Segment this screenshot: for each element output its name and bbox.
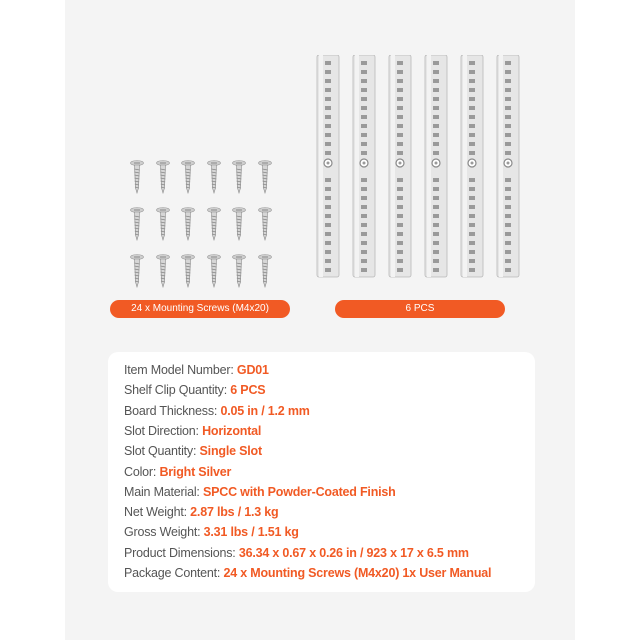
spec-value: 6 PCS [230, 383, 266, 398]
screw-icon [130, 254, 144, 288]
screw-icon [258, 254, 272, 288]
screw-icon [181, 207, 195, 241]
screw-icon [232, 207, 246, 241]
screw-icon [130, 207, 144, 241]
specifications-card [108, 352, 535, 592]
spec-value: Horizontal [202, 423, 262, 438]
spec-label: Item Model Number: [124, 363, 234, 377]
shelf-strip-icon [460, 55, 486, 280]
spec-row [124, 401, 310, 421]
screw-icon [156, 254, 170, 288]
spec-value: GD01 [236, 363, 269, 377]
strips-badge: 6 PCS [335, 300, 505, 318]
screw-icon [207, 254, 221, 288]
screw-icon [258, 160, 272, 194]
spec-row [124, 462, 231, 482]
shelf-strip-icon [496, 55, 522, 280]
spec-label: Shelf Clip Quantity: [124, 383, 227, 398]
spec-row [124, 563, 491, 583]
spec-row [124, 380, 265, 400]
spec-label: Board Thickness: [124, 403, 218, 418]
spec-value: Bright Silver [159, 464, 232, 479]
screw-icon [232, 254, 246, 288]
spec-row [124, 543, 469, 563]
spec-row [124, 502, 279, 522]
screw-icon [232, 160, 246, 194]
spec-row [124, 441, 262, 461]
screw-icon [156, 207, 170, 241]
spec-label: Package Content: [124, 566, 221, 580]
spec-value: 0.05 in / 1.2 mm [220, 403, 310, 418]
spec-value: 3.31 lbs / 1.51 kg [203, 525, 299, 540]
screws-badge: 24 x Mounting Screws (M4x20) [110, 300, 290, 318]
spec-label: Product Dimensions: [124, 545, 236, 560]
spec-row [124, 360, 269, 380]
screw-icon [181, 254, 195, 288]
spec-label: Color: [124, 464, 157, 479]
shelf-strip-icon [316, 55, 342, 280]
spec-value: 36.34 x 0.67 x 0.26 in / 923 x 17 x 6.5 mm [238, 545, 469, 560]
spec-row [124, 482, 396, 502]
screw-icon [130, 160, 144, 194]
screw-icon [181, 160, 195, 194]
spec-label: Net Weight: [124, 505, 187, 520]
spec-value: SPCC with Powder-Coated Finish [202, 484, 396, 499]
spec-value: 2.87 lbs / 1.3 kg [190, 505, 279, 520]
screws-illustration [130, 160, 278, 290]
screw-icon [258, 207, 272, 241]
spec-value: Single Slot [199, 444, 262, 459]
spec-row [124, 522, 299, 542]
spec-label: Main Material: [124, 484, 200, 499]
shelf-strip-icon [388, 55, 414, 280]
shelf-strip-icon [352, 55, 378, 280]
screw-icon [156, 160, 170, 194]
screw-icon [207, 160, 221, 194]
spec-label: Slot Direction: [124, 423, 199, 438]
shelf-strip-icon [424, 55, 450, 280]
screw-icon [207, 207, 221, 241]
spec-label: Gross Weight: [124, 525, 201, 540]
shelf-strips-illustration [316, 55, 522, 280]
spec-row [124, 421, 261, 441]
spec-label: Slot Quantity: [124, 444, 197, 459]
spec-value: 24 x Mounting Screws (M4x20) 1x User Manual [223, 566, 492, 580]
